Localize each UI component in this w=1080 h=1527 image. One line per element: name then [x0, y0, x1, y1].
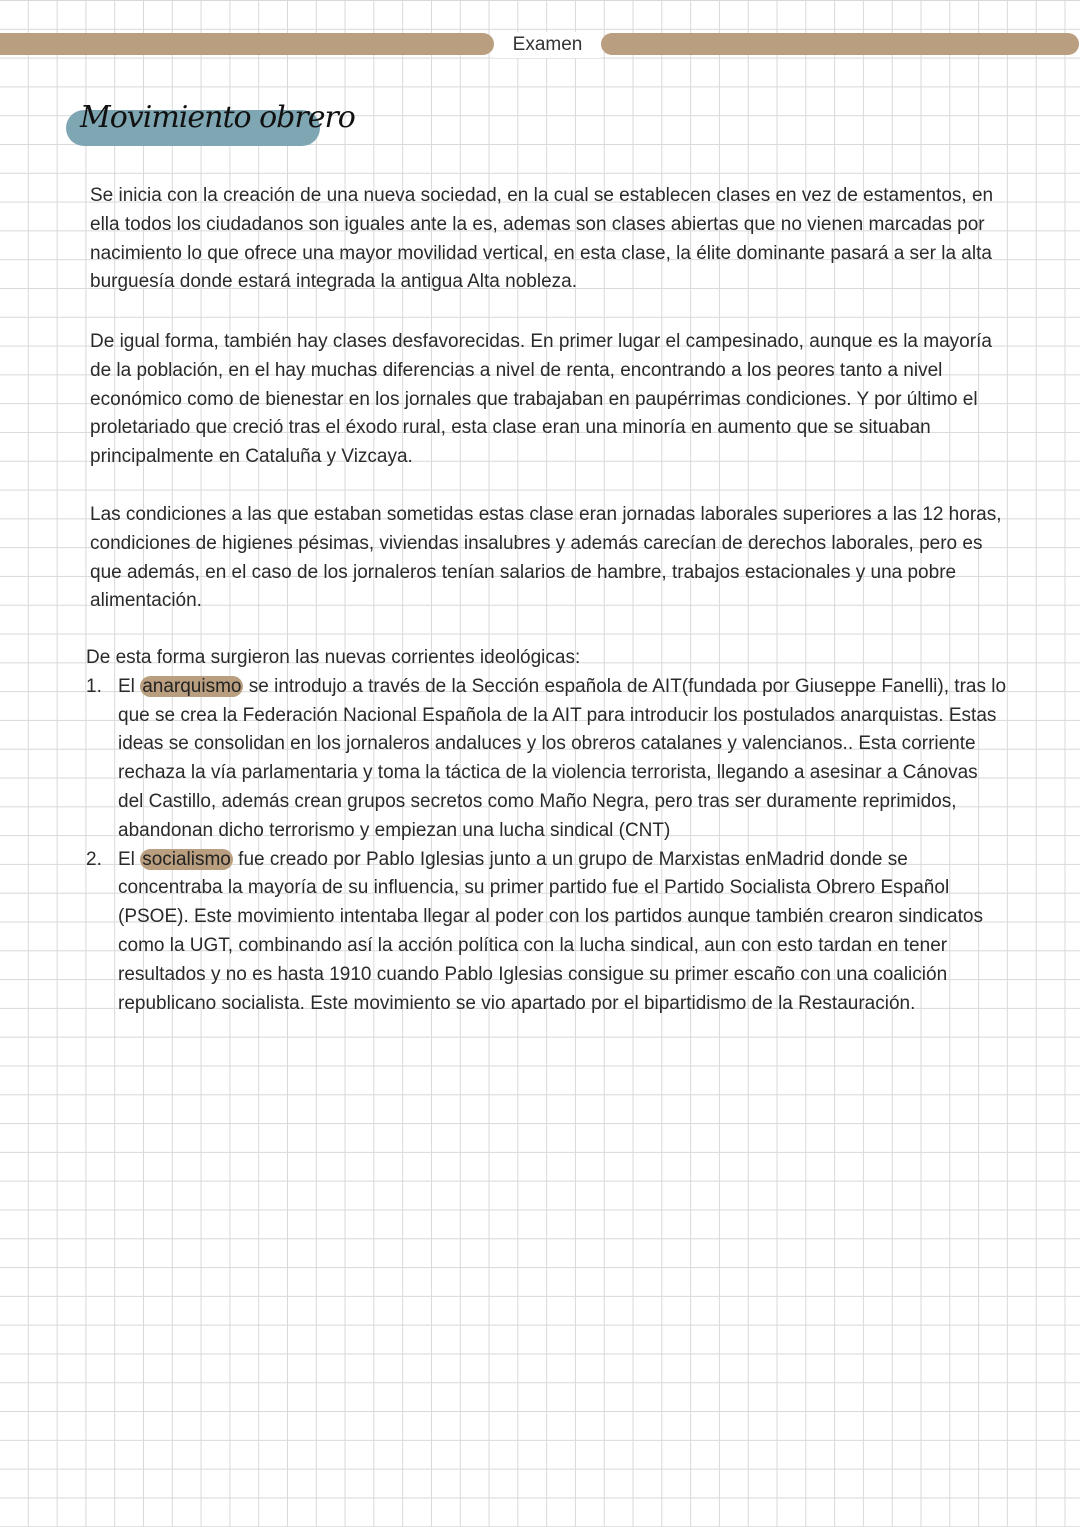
text-line: como la UGT, combinando así la acción política con la lucha sindical, aun con esto tardan en tener — [118, 934, 948, 956]
list-item-anarquismo — [86, 673, 1006, 846]
paragraph-3 — [90, 501, 1002, 616]
paragraph-2 — [90, 328, 992, 472]
text-line: de la población, en el hay muchas diferencias a nivel de renta, encontrando a los peores tanto a nivel — [90, 359, 943, 381]
text-line: alimentación. — [90, 590, 202, 612]
text-line: De igual forma, también hay clases desfavorecidas. En primer lugar el campesinado, aunque es la mayoría — [90, 331, 992, 352]
text-line: concentraba la mayoría de su influencia, su primer partido fue el Partido Socialista Obrero Español — [118, 877, 950, 899]
text: El — [118, 848, 141, 870]
text-line: económico como de bienestar en los jornales que trabajaban en paupérrimas condiciones. Y por último el — [90, 388, 978, 410]
text-line: republicano socialista. Este movimiento se vio apartado por el bipartidismo de la Restauración. — [118, 992, 916, 1014]
list-item-socialismo — [86, 846, 1006, 1019]
text: fue creado por Pablo Iglesias junto a un grupo de Marxistas enMadrid donde se — [232, 848, 908, 870]
header-title: Examen — [494, 32, 601, 58]
highlight-socialismo: socialismo — [142, 848, 231, 870]
text-line: Se inicia con la creación de una nueva sociedad, en la cual se establecen clases en vez de estamentos, en — [90, 185, 994, 206]
header-bar-right — [601, 33, 1079, 55]
text-line: (PSOE). Este movimiento intentaba llegar al poder con los partidos aunque también crearon sindicatos — [118, 906, 983, 928]
text-line: nacimiento lo que ofrece una mayor movilidad vertical, en esta clase, la élite dominante pasará a ser la alta — [90, 242, 992, 264]
text-line: que se crea la Federación Nacional Española de la AIT para introducir los postulados anarquistas. Estas — [118, 704, 997, 726]
text-line: principalmente en Cataluña y Vizcaya. — [90, 446, 413, 468]
text-line: burguesía donde estará integrada la antigua Alta nobleza. — [90, 271, 577, 293]
text-line: que además, en el caso de los jornaleros tenían salarios de hambre, trabajos estacionales y una pobre — [90, 561, 957, 583]
paragraph-1 — [90, 182, 993, 297]
list-intro: De esta forma surgieron las nuevas corrientes ideológicas: — [86, 647, 581, 668]
highlight-anarquismo: anarquismo — [142, 675, 242, 697]
text-line: ideas se consolidan en los jornaleros andaluces y los obreros catalanes y valencianos.. Esta corriente — [118, 733, 976, 755]
list-number: 1. — [86, 675, 102, 697]
text-line: ella todos los ciudadanos son iguales ante la es, ademas son clases abiertas que no vienen marcadas por — [90, 213, 985, 235]
page-title: Movimiento obrero — [80, 100, 355, 135]
list-number: 2. — [86, 848, 102, 870]
text: se introdujo a través de la Sección española de AIT(fundada por Giuseppe Fanelli), tras lo — [243, 675, 1007, 697]
text-line: del Castillo, además crean grupos secretos como Maño Negra, pero tras ser duramente reprimidos, — [118, 790, 957, 812]
text-line: rechaza la vía parlamentaria y toma la táctica de la violencia terrorista, llegando a asesinar a Cánovas — [118, 762, 978, 784]
text-line: Las condiciones a las que estaban sometidas estas clase eran jornadas laborales superiores a las 12 horas, — [90, 504, 1002, 525]
text-line: proletariado que creció tras el éxodo rural, esta clase eran una minoría en aumento que se situaban — [90, 417, 931, 439]
header-bar-left — [0, 33, 494, 55]
text-line: abandonan dicho terrorismo y empiezan una lucha sindical (CNT) — [118, 819, 671, 841]
text-line: condiciones de higienes pésimas, viviendas insalubres y además carecían de derechos laborales, pero es — [90, 532, 983, 554]
text-line: resultados y no es hasta 1910 cuando Pablo Iglesias consigue su primer escaño con una coalición — [118, 963, 948, 985]
text: El — [118, 675, 141, 697]
ideologies-list — [86, 644, 1006, 1018]
